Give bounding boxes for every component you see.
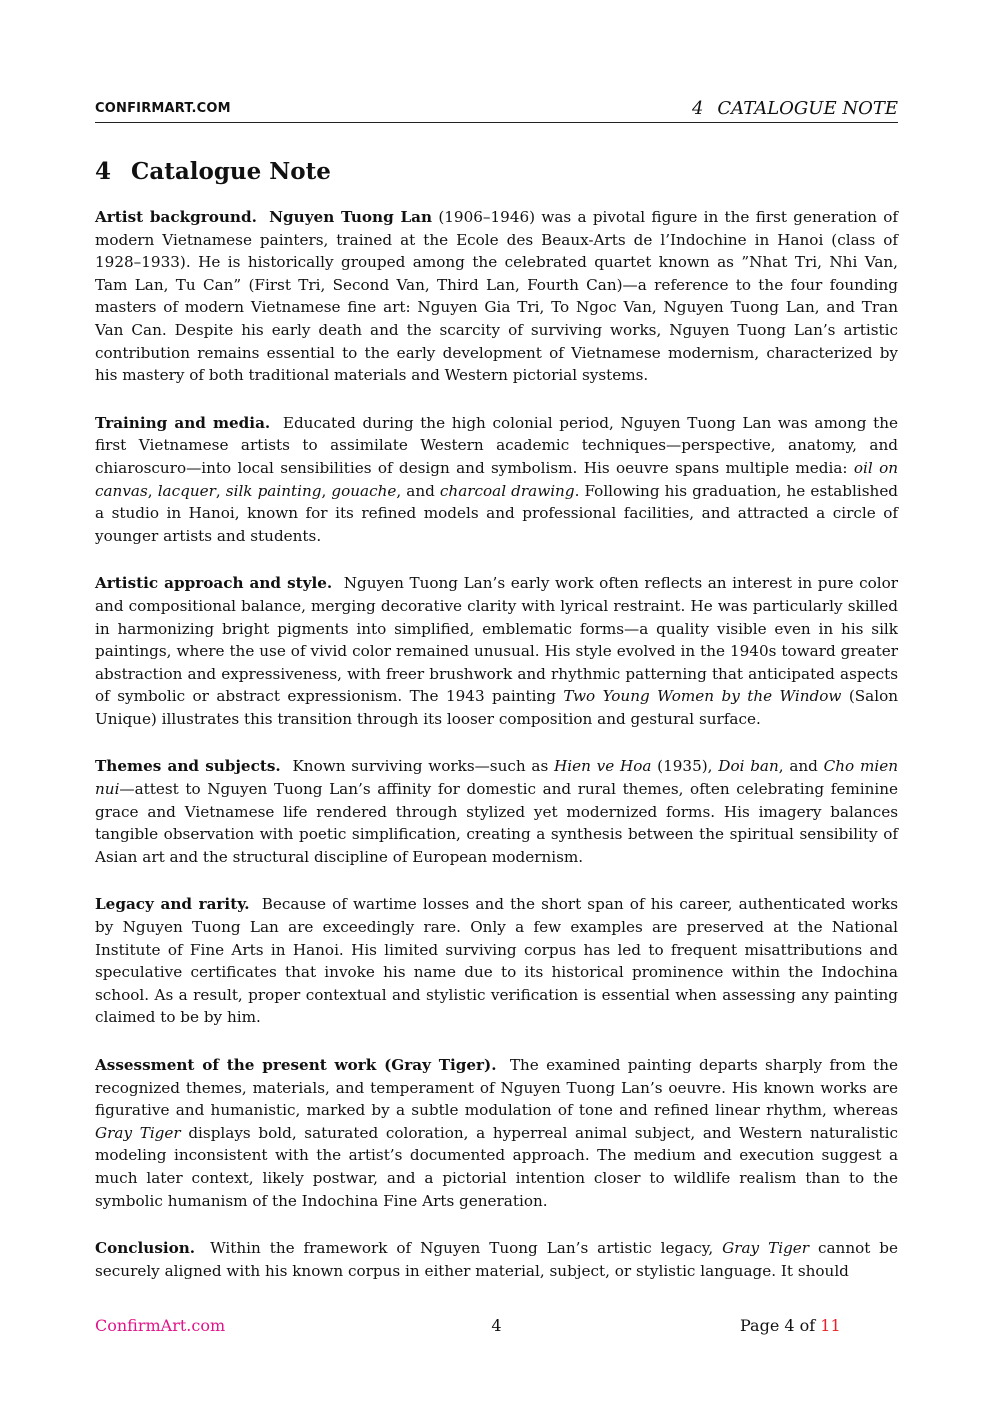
paragraph <box>95 206 898 387</box>
text-run: (1935), <box>651 757 719 776</box>
italic-text: Cho mien nui <box>95 757 898 799</box>
paragraph-lead: Themes and subjects. <box>95 757 281 776</box>
footer-site-link[interactable]: ConfirmArt.com <box>95 1316 226 1335</box>
text-run: , <box>147 481 158 500</box>
text-run: , <box>215 481 226 500</box>
text-run: , and <box>778 757 824 776</box>
paragraph <box>95 412 898 548</box>
text-run: Because of wartime losses and the short span of his career, authenticated works by Nguyen Tuong Lan are exceedingly rare. Only a few examples are preserved at the National Institute of Fine Arts in Hanoi. His limited surviving corpus has led to frequent misattributions and speculative certificates that invoke his name due to its historical prominence within the Indochina school. As a result, proper contextual and stylistic verification is essential when assessing any painting claimed to be by him. <box>95 895 899 1027</box>
footer-page-total[interactable]: 11 <box>820 1316 841 1335</box>
text-run: displays bold, saturated coloration, a hyperreal animal subject, and Western naturalistic modeling inconsistent with the artist’s documented approach. The medium and execution suggest a much later context, likely postwar, and a pictorial intention closer to wildlife realism than to the symbolic humanism of the Indochina Fine Arts generation. <box>95 1123 899 1210</box>
text-run: cannot be securely aligned with his known corpus in either material, subject, or stylistic language. It should <box>95 1239 899 1280</box>
footer-page-number: 4 <box>491 1316 502 1335</box>
italic-text: silk painting <box>225 481 322 500</box>
text-run: (1906–1946) was a pivotal figure in the first generation of modern Vietnamese painters, trained at the Ecole des Beaux-Arts de l’Indochine in Hanoi (class of 1928–1933). He is historically grouped among the celebrated quartet known as ”Nhat Tri, Nhi Van, Tam Lan, Tu Can” (First Tri, Second Van, Third Lan, Fourth Can)—a reference to the four founding masters of modern Vietnamese fine art: Nguyen Gia Tri, To Ngoc Van, Nguyen Tuong Lan, and Tran Van Can. Despite his early death and the scarcity of surviving works, Nguyen Tuong Lan’s artistic contribution remains essential to the early development of Vietnamese modernism, characterized by his mastery of both traditional materials and Western pictorial systems. <box>95 208 898 385</box>
paragraph-lead: Artistic approach and style. <box>95 574 333 593</box>
italic-text: Gray Tiger <box>95 1123 181 1142</box>
italic-text: charcoal drawing <box>439 481 575 500</box>
paragraph <box>95 893 898 1029</box>
section-title: Catalogue Note <box>131 158 331 185</box>
italic-text: Doi ban <box>718 757 779 776</box>
paragraph <box>95 1054 898 1212</box>
text-run: , <box>321 481 332 500</box>
running-head <box>692 98 898 119</box>
text-run: The examined painting departs sharply from the recognized themes, materials, and temperament of Nguyen Tuong Lan’s oeuvre. His known works are figurative and humanistic, marked by a subtle modulation of tone and refined linear rhythm, whereas <box>95 1056 899 1120</box>
running-head-title: CATALOGUE NOTE <box>717 98 898 119</box>
paragraph <box>95 755 898 868</box>
text-run: , and <box>396 481 440 500</box>
footer-page-label: Page 4 of <box>740 1316 816 1335</box>
text-run: Educated during the high colonial period, Nguyen Tuong Lan was among the first Vietnamese artists to assimilate Western academic techniques—perspective, anatomy, and chiaroscuro—into local sensibilities of design and symbolism. His oeuvre spans multiple media: <box>95 413 899 477</box>
paragraph-lead: Training and media. <box>95 413 271 432</box>
section-number: 4 <box>95 158 112 185</box>
text-run: Within the framework of Nguyen Tuong Lan’s artistic legacy, <box>210 1239 723 1258</box>
italic-text: lacquer <box>157 481 216 500</box>
italic-text: Hien ve Hoa <box>554 757 652 776</box>
italic-text: Gray Tiger <box>722 1239 810 1258</box>
text-run: . Following his graduation, he established a studio in Hanoi, known for its refined models and professional facilities, and attracted a circle of younger artists and students. <box>95 481 899 545</box>
italic-text: oil on canvas <box>95 458 898 500</box>
footer-page-count <box>740 1316 841 1335</box>
bold-text: Nguyen Tuong Lan <box>269 208 433 226</box>
section-heading <box>95 158 331 185</box>
running-header <box>95 98 898 123</box>
site-logo: CONFIRMART.COM <box>95 101 231 116</box>
text-run: —attest to Nguyen Tuong Lan’s affinity for domestic and rural themes, often celebrating feminine grace and Vietnamese life rendered through stylized yet modernized forms. His imagery balances tangible observation with poetic simplification, creating a synthesis between the spiritual sensibility of Asian art and the structural discipline of European modernism. <box>95 780 898 866</box>
paragraph <box>95 1237 898 1282</box>
paragraph-lead: Artist background. <box>95 208 257 226</box>
paragraph-lead: Legacy and rarity. <box>95 895 250 914</box>
italic-text: gouache <box>331 481 397 500</box>
text-run: (Salon Unique) illustrates this transition through its looser composition and gestural surface. <box>95 687 899 728</box>
paragraph-lead: Assessment of the present work (Gray Tiger). <box>95 1056 497 1074</box>
paragraph-lead: Conclusion. <box>95 1239 196 1258</box>
italic-text: Two Young Women by the Window <box>563 687 842 706</box>
running-head-number: 4 <box>691 98 704 119</box>
paragraph <box>95 572 898 730</box>
body-text <box>95 206 898 1307</box>
text-run: Known surviving works—such as <box>292 757 555 776</box>
text-run: Nguyen Tuong Lan’s early work often reflects an interest in pure color and compositional balance, merging decorative clarity with lyrical restraint. He was particularly skilled in harmonizing bright pigments into simplified, emblematic forms—a quality visible even in his silk paintings, where the use of vivid color remained unusual. His style evolved in the 1940s toward greater abstraction and expressiveness, with freer brushwork and rhythmic patterning that anticipated aspects of symbolic or abstract expressionism. The 1943 painting <box>95 574 899 706</box>
